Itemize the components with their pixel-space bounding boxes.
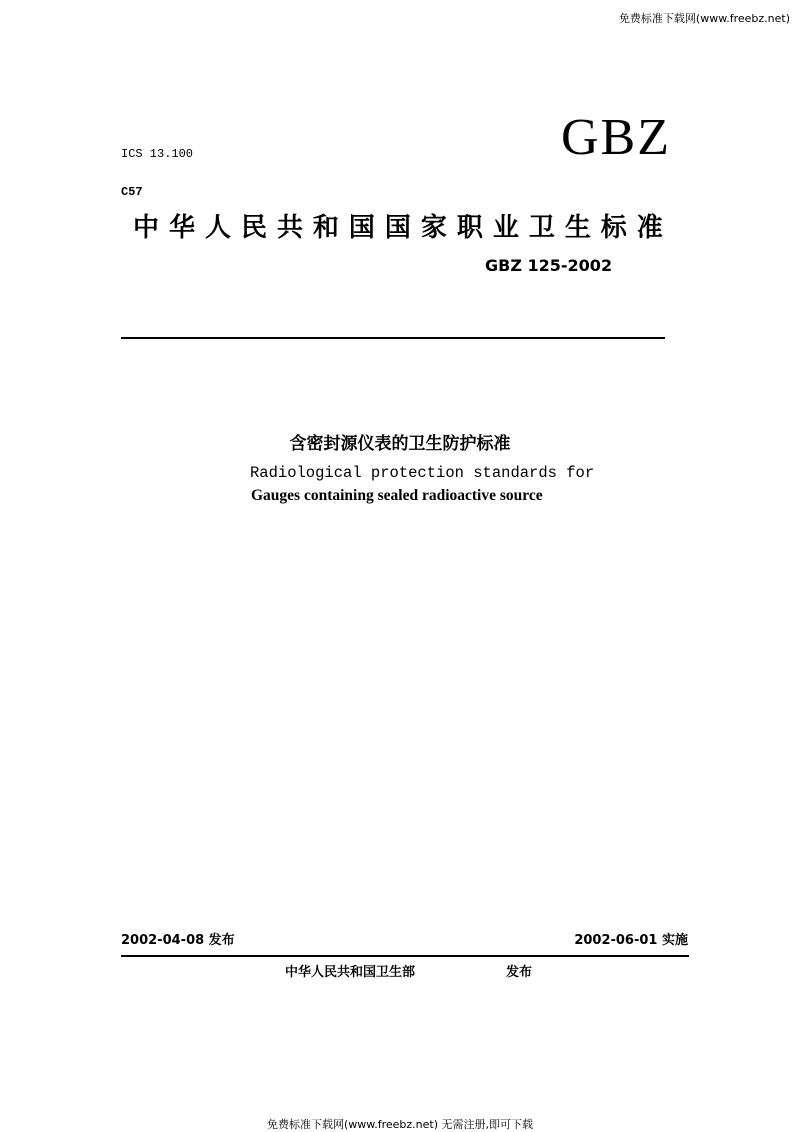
standard-family-char: 国	[348, 213, 375, 243]
standard-family-char: 职	[456, 213, 483, 243]
standard-family-char: 和	[312, 213, 339, 243]
standard-family-char: 家	[420, 213, 447, 243]
issued-label: 发布	[506, 965, 533, 980]
document-title-english-line1: Radiological protection standards for	[250, 464, 595, 482]
document-title-chinese: 含密封源仪表的卫生防护标准	[289, 434, 511, 454]
standard-family-char: 中	[133, 213, 160, 243]
ics-code: ICS 13.100	[121, 147, 194, 161]
document-title-english-line2: Gauges containing sealed radioactive source	[251, 487, 543, 504]
standard-family-char: 人	[204, 213, 231, 243]
implementation-date: 2002-06-01 实施	[574, 933, 688, 948]
standard-family-char: 华	[168, 213, 195, 243]
standard-family-char: 民	[240, 213, 267, 243]
standard-family-char: 生	[564, 213, 591, 243]
standard-family-char: 卫	[528, 213, 555, 243]
issuing-authority: 中华人民共和国卫生部	[285, 965, 416, 980]
header-divider	[121, 337, 665, 339]
standard-number: GBZ 125-2002	[485, 256, 613, 275]
standard-family-title	[133, 207, 663, 244]
ccs-code: C57	[121, 185, 143, 199]
footer-divider	[121, 955, 689, 957]
watermark-bottom: 免费标准下载网(www.freebz.net) 无需注册,即可下载	[266, 1118, 534, 1131]
standard-family-char: 准	[636, 213, 663, 243]
issue-date: 2002-04-08 发布	[121, 933, 235, 948]
standard-family-char: 标	[600, 213, 627, 243]
standard-family-char: 国	[384, 213, 411, 243]
standard-family-char: 业	[492, 213, 519, 243]
watermark-top: 免费标准下载网(www.freebz.net)	[618, 12, 790, 25]
gbz-mark: GBZ	[561, 109, 671, 166]
standard-family-char: 共	[276, 213, 303, 243]
